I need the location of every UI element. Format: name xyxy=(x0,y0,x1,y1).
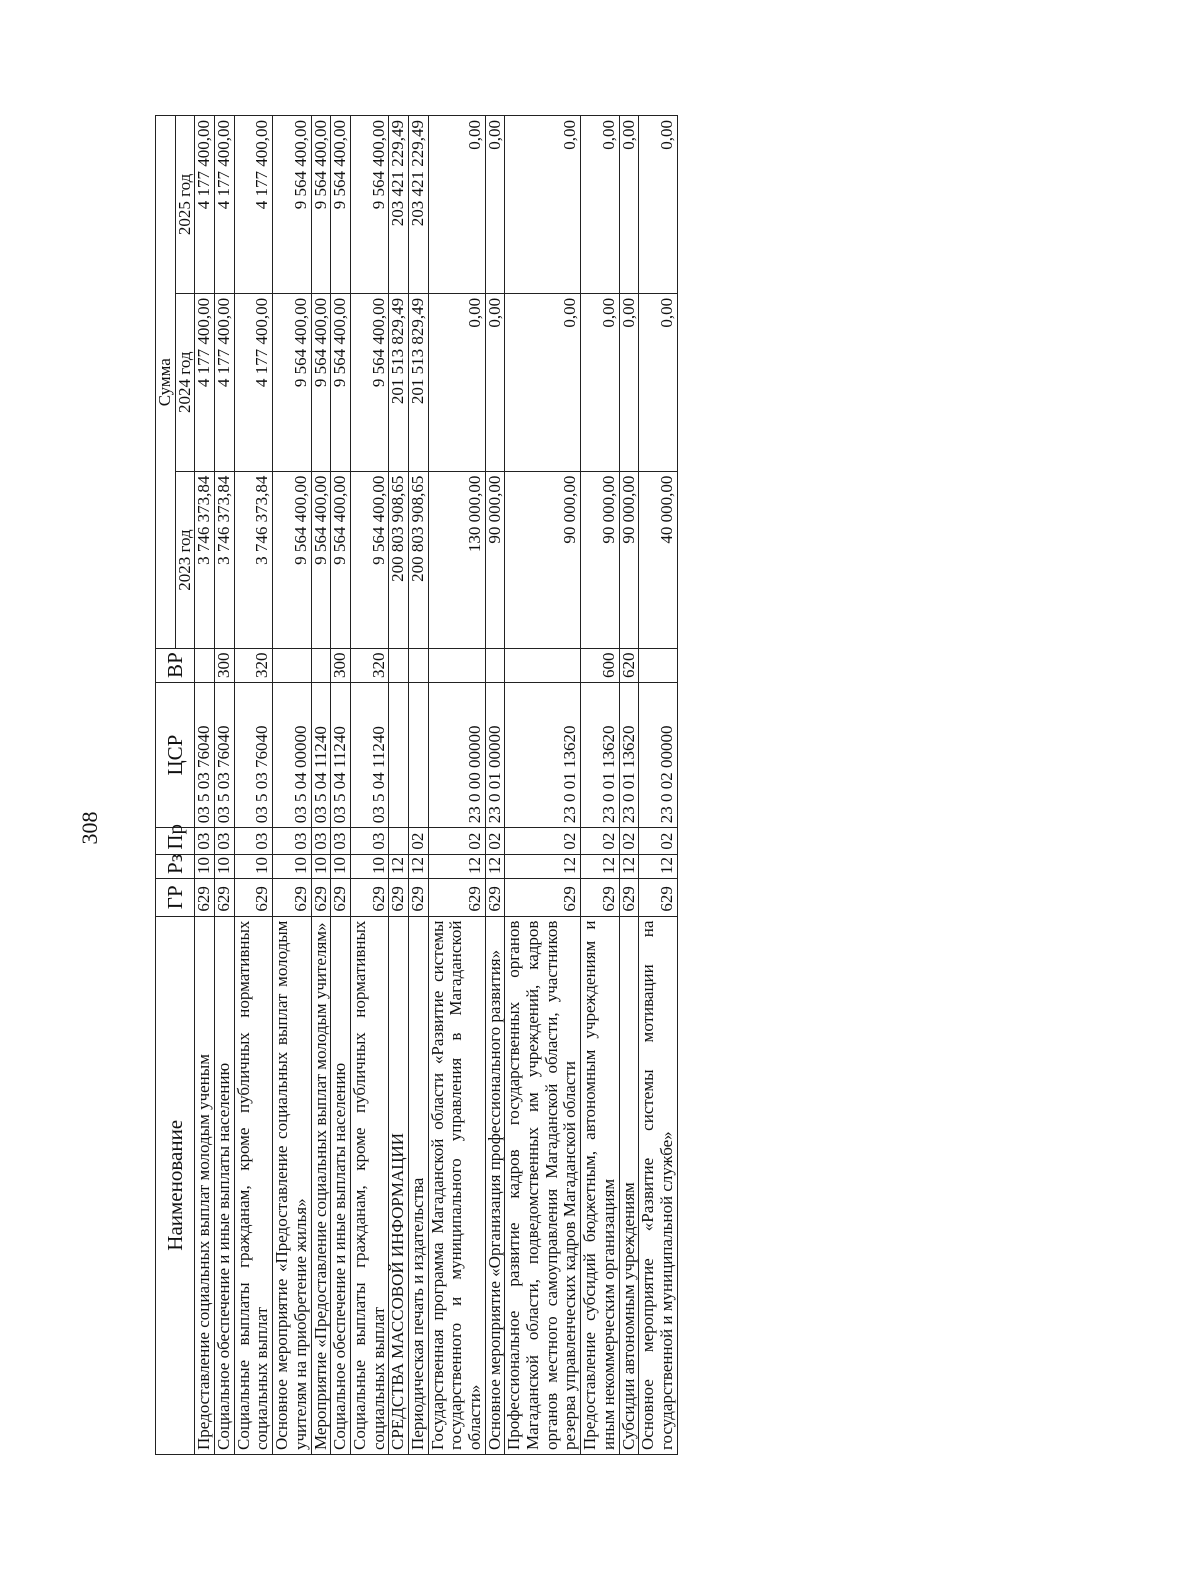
rotated-page-content xyxy=(155,115,1035,1455)
cell-vr: 620 xyxy=(619,649,639,683)
cell-rz: 12 xyxy=(619,854,639,878)
cell-gr: 629 xyxy=(331,878,351,916)
cell-gr: 629 xyxy=(350,878,388,916)
cell-gr: 629 xyxy=(581,878,619,916)
table-row xyxy=(273,116,311,1455)
cell-rz: 12 xyxy=(485,854,505,878)
cell-gr: 629 xyxy=(234,878,272,916)
cell-csr: 03 5 03 76040 xyxy=(234,682,272,827)
cell-pr: 02 xyxy=(485,828,505,854)
cell-sum-2023: 3 746 373,84 xyxy=(215,471,235,649)
cell-sum-2025: 9 564 400,00 xyxy=(273,116,311,294)
cell-vr xyxy=(408,649,428,683)
cell-name: Основное мероприятие «Организация профессионального развития» xyxy=(485,916,505,1454)
header-sum: Сумма xyxy=(156,116,176,649)
header-pr: Пр xyxy=(156,828,195,854)
table-row xyxy=(195,116,215,1455)
cell-sum-2025: 9 564 400,00 xyxy=(350,116,388,294)
cell-vr xyxy=(428,649,485,683)
cell-sum-2025: 0,00 xyxy=(428,116,485,294)
cell-csr xyxy=(408,682,428,827)
header-gr: ГР xyxy=(156,878,195,916)
cell-sum-2023: 3 746 373,84 xyxy=(234,471,272,649)
cell-rz: 12 xyxy=(505,854,581,878)
cell-gr: 629 xyxy=(639,878,677,916)
table-row xyxy=(581,116,619,1455)
cell-pr: 03 xyxy=(311,828,331,854)
cell-sum-2024: 201 513 829,49 xyxy=(408,293,428,471)
table-row xyxy=(408,116,428,1455)
cell-csr: 23 0 01 13620 xyxy=(505,682,581,827)
cell-pr: 02 xyxy=(408,828,428,854)
cell-sum-2025: 0,00 xyxy=(639,116,677,294)
cell-sum-2025: 0,00 xyxy=(619,116,639,294)
cell-name: Социальное обеспечение и иные выплаты населению xyxy=(215,916,235,1454)
cell-sum-2023: 200 803 908,65 xyxy=(408,471,428,649)
cell-sum-2024: 4 177 400,00 xyxy=(234,293,272,471)
cell-rz: 12 xyxy=(408,854,428,878)
cell-sum-2024: 0,00 xyxy=(428,293,485,471)
header-year-2023: 2023 год xyxy=(175,471,195,649)
cell-sum-2023: 90 000,00 xyxy=(619,471,639,649)
cell-vr xyxy=(639,649,677,683)
cell-sum-2024: 201 513 829,49 xyxy=(389,293,409,471)
cell-csr: 23 0 00 00000 xyxy=(428,682,485,827)
cell-sum-2023: 200 803 908,65 xyxy=(389,471,409,649)
cell-gr: 629 xyxy=(505,878,581,916)
cell-gr: 629 xyxy=(273,878,311,916)
cell-csr: 03 5 03 76040 xyxy=(195,682,215,827)
table-row xyxy=(619,116,639,1455)
cell-pr xyxy=(389,828,409,854)
cell-sum-2023: 9 564 400,00 xyxy=(331,471,351,649)
cell-sum-2025: 0,00 xyxy=(581,116,619,294)
table-row xyxy=(311,116,331,1455)
cell-sum-2023: 9 564 400,00 xyxy=(350,471,388,649)
header-csr: ЦСР xyxy=(156,682,195,827)
cell-rz: 10 xyxy=(195,854,215,878)
cell-pr: 03 xyxy=(234,828,272,854)
table-row xyxy=(639,116,677,1455)
cell-name: Субсидии автономным учреждениям xyxy=(619,916,639,1454)
cell-csr: 03 5 04 11240 xyxy=(311,682,331,827)
cell-sum-2025: 203 421 229,49 xyxy=(389,116,409,294)
table-row xyxy=(485,116,505,1455)
cell-rz: 10 xyxy=(350,854,388,878)
cell-pr: 02 xyxy=(581,828,619,854)
cell-sum-2023: 9 564 400,00 xyxy=(311,471,331,649)
table-row xyxy=(215,116,235,1455)
cell-csr: 03 5 04 11240 xyxy=(331,682,351,827)
cell-csr: 03 5 03 76040 xyxy=(215,682,235,827)
cell-rz: 12 xyxy=(581,854,619,878)
cell-sum-2023: 90 000,00 xyxy=(485,471,505,649)
cell-csr: 03 5 04 11240 xyxy=(350,682,388,827)
table-row xyxy=(505,116,581,1455)
cell-sum-2024: 9 564 400,00 xyxy=(273,293,311,471)
cell-gr: 629 xyxy=(619,878,639,916)
cell-sum-2024: 0,00 xyxy=(485,293,505,471)
cell-csr: 23 0 01 13620 xyxy=(619,682,639,827)
table-row xyxy=(234,116,272,1455)
cell-sum-2025: 203 421 229,49 xyxy=(408,116,428,294)
cell-pr: 02 xyxy=(428,828,485,854)
cell-sum-2025: 0,00 xyxy=(485,116,505,294)
cell-vr: 320 xyxy=(350,649,388,683)
page-number: 308 xyxy=(77,811,102,845)
cell-gr: 629 xyxy=(195,878,215,916)
cell-sum-2024: 0,00 xyxy=(639,293,677,471)
cell-pr: 02 xyxy=(619,828,639,854)
cell-sum-2025: 4 177 400,00 xyxy=(215,116,235,294)
cell-vr xyxy=(311,649,331,683)
cell-name: Социальное обеспечение и иные выплаты населению xyxy=(331,916,351,1454)
table-row xyxy=(428,116,485,1455)
cell-rz: 10 xyxy=(234,854,272,878)
cell-gr: 629 xyxy=(215,878,235,916)
cell-pr: 03 xyxy=(195,828,215,854)
cell-name: Предоставление субсидий бюджетным, автономным учреждениям и иным некоммерческим организациям xyxy=(581,916,619,1454)
cell-sum-2025: 9 564 400,00 xyxy=(311,116,331,294)
header-name: Наименование xyxy=(156,916,195,1454)
cell-rz: 10 xyxy=(273,854,311,878)
cell-rz: 10 xyxy=(311,854,331,878)
cell-gr: 629 xyxy=(408,878,428,916)
cell-name: Периодическая печать и издательства xyxy=(408,916,428,1454)
header-year-2025: 2025 год xyxy=(175,116,195,294)
cell-vr: 600 xyxy=(581,649,619,683)
cell-vr xyxy=(485,649,505,683)
header-row xyxy=(156,116,176,1455)
cell-name: Мероприятие «Предоставление социальных выплат молодым учителям» xyxy=(311,916,331,1454)
cell-gr: 629 xyxy=(311,878,331,916)
cell-gr: 629 xyxy=(428,878,485,916)
cell-pr: 03 xyxy=(331,828,351,854)
cell-sum-2023: 90 000,00 xyxy=(581,471,619,649)
cell-vr: 320 xyxy=(234,649,272,683)
cell-sum-2025: 0,00 xyxy=(505,116,581,294)
cell-csr: 23 0 01 00000 xyxy=(485,682,505,827)
cell-sum-2024: 0,00 xyxy=(581,293,619,471)
cell-vr xyxy=(195,649,215,683)
cell-sum-2023: 130 000,00 xyxy=(428,471,485,649)
header-year-2024: 2024 год xyxy=(175,293,195,471)
cell-sum-2023: 90 000,00 xyxy=(505,471,581,649)
cell-rz: 10 xyxy=(215,854,235,878)
cell-vr: 300 xyxy=(215,649,235,683)
header-rz: Рз xyxy=(156,854,195,878)
cell-sum-2024: 0,00 xyxy=(619,293,639,471)
table-row xyxy=(389,116,409,1455)
cell-pr: 02 xyxy=(639,828,677,854)
cell-pr: 03 xyxy=(350,828,388,854)
cell-vr: 300 xyxy=(331,649,351,683)
cell-sum-2024: 0,00 xyxy=(505,293,581,471)
cell-vr xyxy=(505,649,581,683)
cell-name: Профессиональное развитие кадров государственных органов Магаданской области, подведомственных им учреждений, кадров органов местного самоуправления Магаданской области, участников резерва управленческих кадров Магаданской области xyxy=(505,916,581,1454)
cell-vr xyxy=(273,649,311,683)
cell-rz: 12 xyxy=(639,854,677,878)
cell-pr: 03 xyxy=(273,828,311,854)
cell-name: Социальные выплаты гражданам, кроме публичных нормативных социальных выплат xyxy=(350,916,388,1454)
cell-name: Предоставление социальных выплат молодым ученым xyxy=(195,916,215,1454)
cell-csr: 23 0 01 13620 xyxy=(581,682,619,827)
cell-sum-2024: 9 564 400,00 xyxy=(311,293,331,471)
cell-sum-2025: 4 177 400,00 xyxy=(195,116,215,294)
budget-table xyxy=(155,115,678,1455)
cell-sum-2025: 9 564 400,00 xyxy=(331,116,351,294)
cell-sum-2024: 4 177 400,00 xyxy=(195,293,215,471)
cell-csr: 03 5 04 00000 xyxy=(273,682,311,827)
cell-gr: 629 xyxy=(389,878,409,916)
cell-vr xyxy=(389,649,409,683)
cell-sum-2024: 9 564 400,00 xyxy=(331,293,351,471)
cell-name: СРЕДСТВА МАССОВОЙ ИНФОРМАЦИИ xyxy=(389,916,409,1454)
cell-name: Социальные выплаты гражданам, кроме публичных нормативных социальных выплат xyxy=(234,916,272,1454)
cell-pr: 03 xyxy=(215,828,235,854)
header-vr: ВР xyxy=(156,649,195,683)
cell-csr: 23 0 02 00000 xyxy=(639,682,677,827)
cell-name: Государственная программа Магаданской области «Развитие системы государственного и муниципального управления в Магаданской области» xyxy=(428,916,485,1454)
cell-sum-2024: 4 177 400,00 xyxy=(215,293,235,471)
cell-rz: 10 xyxy=(331,854,351,878)
table-row xyxy=(331,116,351,1455)
cell-sum-2024: 9 564 400,00 xyxy=(350,293,388,471)
table-body xyxy=(195,116,677,1455)
cell-rz: 12 xyxy=(428,854,485,878)
cell-sum-2025: 4 177 400,00 xyxy=(234,116,272,294)
cell-sum-2023: 9 564 400,00 xyxy=(273,471,311,649)
cell-name: Основное мероприятие «Предоставление социальных выплат молодым учителям на приобретение жилья» xyxy=(273,916,311,1454)
cell-rz: 12 xyxy=(389,854,409,878)
cell-pr: 02 xyxy=(505,828,581,854)
table-row xyxy=(350,116,388,1455)
cell-sum-2023: 40 000,00 xyxy=(639,471,677,649)
cell-gr: 629 xyxy=(485,878,505,916)
cell-sum-2023: 3 746 373,84 xyxy=(195,471,215,649)
cell-name: Основное мероприятие «Развитие системы мотивации на государственной и муниципальной службе» xyxy=(639,916,677,1454)
cell-csr xyxy=(389,682,409,827)
